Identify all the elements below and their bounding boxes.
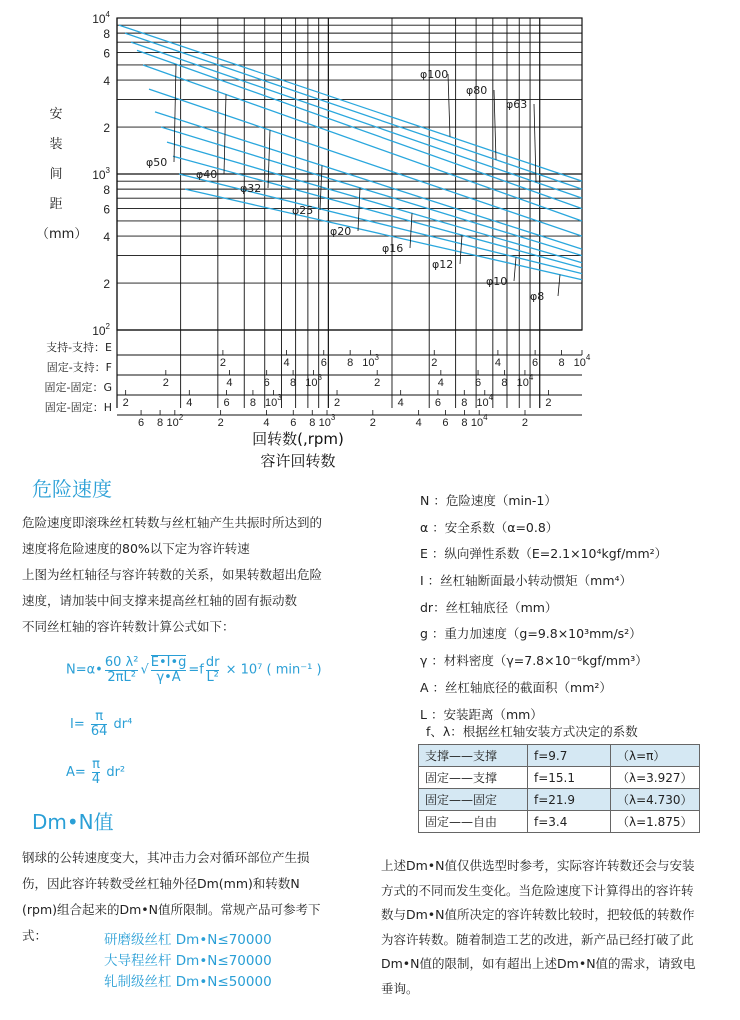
x-tick-label: 6 bbox=[442, 417, 449, 429]
y-tick-label: 2 bbox=[103, 277, 110, 292]
x-tick-label: 8 bbox=[309, 417, 316, 429]
text-line: (rpm)组合起来的Dm•N值所限制。常规产品可参考下 bbox=[22, 902, 321, 917]
x-tick-label: 6 bbox=[138, 417, 145, 429]
x-tick-label: 6 bbox=[434, 397, 441, 409]
x-tick-label: 4 bbox=[437, 377, 444, 389]
x-tick-label: $10^4$ bbox=[476, 393, 494, 409]
text-line: 不同丝杠轴的容许转数计算公式如下： bbox=[22, 619, 235, 634]
table-cell: 固定——自由 bbox=[419, 811, 528, 833]
text-line: 数与Dm•N值所决定的容许转数比较时，把较低的转数作 bbox=[381, 907, 695, 922]
x-tick-label: 8 bbox=[249, 397, 256, 409]
table-cell: 支撑——支撑 bbox=[419, 745, 528, 767]
dmn-heading: Dm•N值 bbox=[32, 810, 114, 834]
y-tick-label: 6 bbox=[103, 46, 110, 61]
series-leader bbox=[534, 104, 536, 182]
variable-definitions bbox=[420, 488, 667, 728]
danger-speed-heading: 危险速度 bbox=[32, 477, 112, 501]
definition-item: E ：纵向弹性系数（E=2.1×10⁴kgf/mm²） bbox=[420, 546, 668, 562]
x-tick-label: 6 bbox=[474, 377, 482, 389]
definition-item: dr：丝杠轴底径（mm） bbox=[420, 599, 558, 615]
formula-i: I= $\frac{\pi}{64}$ dr⁴ bbox=[70, 709, 133, 739]
series-line bbox=[137, 50, 582, 208]
x-tick-label: 4 bbox=[397, 397, 404, 409]
definition-item: γ ：材料密度（γ=7.8×10⁻⁶kgf/mm³） bbox=[420, 653, 648, 669]
series-label: φ63 bbox=[506, 98, 528, 111]
x-tick-label: 8 bbox=[461, 417, 468, 429]
x-tick-label: $10^3$ bbox=[305, 373, 322, 389]
table-row bbox=[419, 745, 700, 767]
text-line: 垂询。 bbox=[381, 980, 419, 996]
table-cell: （λ=4.730） bbox=[611, 789, 700, 811]
series-leader bbox=[174, 64, 176, 162]
definition-item: N ：危险速度（min-1） bbox=[420, 493, 557, 508]
x-tick-label: 2 bbox=[369, 417, 376, 429]
grade-item: 研磨级丝杠 Dm•N≤70000 bbox=[104, 932, 272, 948]
x-tick-label: 2 bbox=[217, 417, 224, 429]
x-tick-label: 6 bbox=[290, 417, 297, 429]
x-tick-label: 4 bbox=[263, 417, 270, 429]
series-line bbox=[149, 89, 582, 236]
definition-item: α ：安全系数（α=0.8） bbox=[420, 519, 559, 535]
text-line: Dm•N值的限制，如有超出上述Dm•N值的需求，请致电 bbox=[381, 956, 696, 971]
series-leader bbox=[494, 90, 496, 160]
table-row bbox=[419, 811, 700, 833]
x-axis-row-label: 固定-固定：H bbox=[44, 401, 112, 414]
text-line: 危险速度即滚珠丝杠转数与丝杠轴产生共振时所达到的 bbox=[22, 515, 323, 530]
x-tick-label: 4 bbox=[226, 377, 233, 389]
x-tick-label: $10^4$ bbox=[516, 373, 534, 389]
definition-item: I ：丝杠轴断面最小转动惯矩（mm⁴） bbox=[420, 573, 633, 589]
text-line: 式： bbox=[22, 928, 48, 943]
danger-speed-text bbox=[22, 510, 322, 640]
table-row bbox=[419, 789, 700, 811]
y-tick-label: $10^4$ bbox=[92, 10, 110, 26]
text-line: 速度，请加装中间支撑来提高丝杠轴的固有振动数 bbox=[22, 593, 298, 608]
series-label: φ16 bbox=[382, 242, 404, 255]
coef-table-caption: f、λ：根据丝杠轴安装方式决定的系数 bbox=[426, 724, 638, 739]
x-tick-label: 4 bbox=[415, 417, 422, 429]
formula-n: N=α• $\frac{\text{60 λ²}}{\text{2πL²}}$ √ $\frac{E•I•g}{\gamma•A}$ =f $\frac{dr}{\text{L²}}$ × 10⁷ ( min⁻¹ ) bbox=[66, 654, 322, 685]
x-tick-label: 8 bbox=[461, 397, 468, 409]
series-label: φ40 bbox=[196, 168, 218, 181]
chart-series bbox=[119, 25, 582, 280]
x-tick-label: 6 bbox=[532, 357, 539, 369]
text-line: 上述Dm•N值仅供选型时参考，实际容许转数还会与安装 bbox=[381, 858, 695, 873]
x-tick-label: 4 bbox=[186, 397, 193, 409]
x-tick-label: 2 bbox=[219, 357, 226, 369]
table-cell: 固定——支撑 bbox=[419, 767, 528, 789]
x-tick-label: 6 bbox=[320, 357, 327, 369]
table-cell: （λ=3.927） bbox=[611, 767, 700, 789]
x-tick-label: 2 bbox=[545, 397, 552, 409]
table-cell: f=3.4 bbox=[528, 811, 611, 833]
series-label: φ8 bbox=[530, 290, 545, 303]
definition-item: g ：重力加速度（g=9.8×10³mm/s²） bbox=[420, 626, 642, 642]
series-leader bbox=[514, 257, 516, 281]
x-tick-label: 2 bbox=[374, 377, 381, 389]
series-line bbox=[143, 65, 582, 221]
dmn-grades bbox=[104, 930, 272, 993]
series-leader bbox=[268, 130, 270, 188]
series-leader bbox=[460, 235, 462, 264]
x-tick-label: 2 bbox=[162, 377, 169, 389]
x-tick-label: 8 bbox=[501, 377, 508, 389]
text-line: 为容许转数。随着制造工艺的改进，新产品已经打破了此 bbox=[381, 931, 694, 947]
series-label: φ12 bbox=[432, 258, 454, 271]
y-tick-label: 8 bbox=[103, 183, 110, 198]
formula-a: A= $\frac{\pi}{4}$ dr² bbox=[66, 757, 126, 787]
x-tick-label: 8 bbox=[157, 417, 164, 429]
y-tick-label: 2 bbox=[103, 121, 110, 136]
x-tick-label: 4 bbox=[283, 357, 290, 369]
table-cell: （λ=1.875） bbox=[611, 811, 700, 833]
series-line bbox=[173, 156, 582, 268]
table-row bbox=[419, 767, 700, 789]
series-label: φ100 bbox=[420, 68, 449, 81]
series-leader bbox=[358, 188, 360, 231]
x-axis-title-1: 回转数(,rpm) bbox=[252, 430, 344, 448]
y-axis-label: 安 装 间 距 （mm） bbox=[36, 107, 88, 242]
x-tick-label: $10^2$ bbox=[166, 413, 184, 429]
x-tick-label: 6 bbox=[223, 397, 230, 409]
series-label: φ20 bbox=[330, 225, 352, 238]
x-tick-label: 4 bbox=[494, 357, 501, 369]
table-cell: f=21.9 bbox=[528, 789, 611, 811]
y-tick-label: 4 bbox=[103, 230, 110, 245]
x-axis-row-label: 支持-支持：E bbox=[46, 341, 112, 354]
series-label: φ10 bbox=[486, 275, 508, 288]
text-line: 上图为丝杠轴径与容许转数的关系，如果转数超出危险 bbox=[22, 567, 323, 582]
series-line bbox=[125, 33, 582, 189]
y-tick-label: 4 bbox=[103, 74, 110, 89]
grade-item: 轧制级丝杠 Dm•N≤50000 bbox=[104, 974, 272, 990]
x-tick-label: $10^3$ bbox=[362, 353, 379, 369]
series-leader bbox=[558, 275, 560, 296]
x-tick-label: 2 bbox=[521, 417, 529, 429]
x-tick-label: $10^4$ bbox=[573, 353, 591, 369]
y-tick-label: $10^2$ bbox=[92, 322, 110, 338]
x-tick-label: $10^3$ bbox=[318, 413, 336, 429]
y-tick-label: $10^3$ bbox=[92, 166, 110, 182]
y-tick-label: 8 bbox=[103, 27, 110, 42]
text-line: 方式的不同而发生变化。当危险速度下计算得出的容许转 bbox=[381, 882, 694, 898]
x-tick-label: 2 bbox=[431, 357, 438, 369]
x-axis-row-label: 固定-支持：F bbox=[46, 361, 112, 374]
x-tick-label: 2 bbox=[122, 397, 129, 409]
x-tick-label: $10^4$ bbox=[470, 413, 488, 429]
series-label: φ50 bbox=[146, 156, 168, 169]
x-tick-label: 8 bbox=[290, 377, 297, 389]
coefficient-table bbox=[418, 744, 700, 833]
x-tick-label: 6 bbox=[263, 377, 270, 389]
series-label: φ80 bbox=[466, 84, 488, 97]
dmn-note bbox=[381, 854, 721, 1001]
x-axis-title-2: 容许回转数 bbox=[260, 452, 336, 470]
grade-item: 大导程丝杆 Dm•N≤70000 bbox=[104, 953, 272, 969]
definition-item: A ：丝杠轴底径的截面积（mm²） bbox=[420, 679, 612, 695]
x-axis-row-label: 固定-固定：G bbox=[44, 381, 112, 394]
definition-item: L ：安装距离（mm） bbox=[420, 706, 543, 722]
series-label: φ32 bbox=[240, 182, 262, 195]
table-cell: f=9.7 bbox=[528, 745, 611, 767]
y-tick-label: 6 bbox=[103, 202, 110, 217]
table-cell: 固定——固定 bbox=[419, 789, 528, 811]
x-tick-label: 2 bbox=[333, 397, 341, 409]
x-tick-label: 8 bbox=[347, 357, 354, 369]
series-label: φ25 bbox=[292, 204, 314, 217]
x-tick-label: $10^3$ bbox=[265, 393, 282, 409]
text-line: 速度将危险速度的80%以下定为容许转速 bbox=[22, 541, 250, 556]
text-line: 钢球的公转速度变大，其冲击力会对循环部位产生损 bbox=[22, 850, 310, 865]
table-cell: （λ=π） bbox=[611, 745, 700, 767]
text-line: 伤，因此容许转数受丝杠轴外径Dm(mm)和转数N bbox=[22, 876, 300, 891]
x-tick-label: 8 bbox=[558, 357, 565, 369]
table-cell: f=15.1 bbox=[528, 767, 611, 789]
rotation-speed-chart bbox=[0, 0, 740, 430]
series-leader bbox=[320, 166, 322, 210]
